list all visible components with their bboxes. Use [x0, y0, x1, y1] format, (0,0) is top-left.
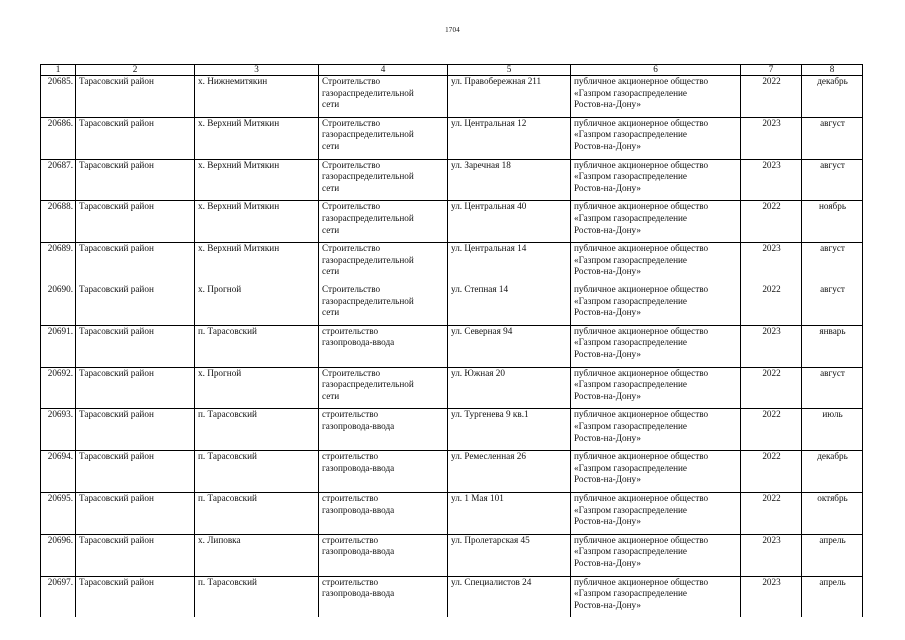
work-line: сети	[322, 182, 340, 193]
column-header-2: 2	[76, 65, 195, 76]
operator-line: «Газпром газораспределение	[574, 87, 687, 98]
operator-cell	[571, 76, 741, 118]
address-cell: ул. Центральная 40	[448, 201, 571, 243]
address-cell: ул. Пролетарская 45	[448, 534, 571, 576]
table-row	[41, 451, 863, 493]
month-cell: декабрь	[802, 76, 863, 118]
work-type-cell	[319, 117, 448, 159]
operator-line: публичное акционерное общество	[574, 325, 709, 336]
work-line: газопровода-ввода	[322, 504, 395, 515]
district-cell: Тарасовский район	[76, 243, 195, 284]
month-cell: декабрь	[802, 451, 863, 493]
operator-cell	[571, 409, 741, 451]
district-cell: Тарасовский район	[76, 409, 195, 451]
work-line: газораспределительной	[322, 87, 414, 98]
year-cell: 2023	[741, 243, 802, 284]
table-row	[41, 117, 863, 159]
column-header-7: 7	[741, 65, 802, 76]
year-cell: 2023	[741, 576, 802, 617]
work-line: Строительство	[322, 76, 381, 86]
operator-line: «Газпром газораспределение	[574, 504, 687, 515]
operator-line: публичное акционерное общество	[574, 534, 709, 545]
operator-line: Ростов-на-Дону»	[574, 599, 641, 610]
operator-cell	[571, 576, 741, 617]
operator-line: Ростов-на-Дону»	[574, 348, 641, 359]
column-header-3: 3	[195, 65, 319, 76]
locality-cell: п. Тарасовский	[195, 451, 319, 493]
work-line: Строительство	[322, 243, 381, 254]
operator-line: публичное акционерное общество	[574, 159, 709, 170]
operator-cell	[571, 451, 741, 493]
operator-line: Ростов-на-Дону»	[574, 516, 641, 527]
row-number: 20694.	[41, 451, 76, 493]
row-number: 20689.	[41, 243, 76, 284]
table-row	[41, 201, 863, 243]
row-number: 20691.	[41, 325, 76, 367]
page-number: 1704	[445, 26, 460, 34]
operator-line: «Газпром газораспределение	[574, 462, 687, 473]
district-cell: Тарасовский район	[76, 325, 195, 367]
month-cell: август	[802, 243, 863, 284]
locality-cell: х. Верхний Митякин	[195, 243, 319, 284]
work-line: строительство	[322, 451, 379, 462]
operator-line: публичное акционерное общество	[574, 576, 709, 587]
operator-line: Ростов-на-Дону»	[574, 390, 641, 401]
address-cell: ул. Центральная 12	[448, 117, 571, 159]
work-line: строительство	[322, 534, 379, 545]
operator-line: публичное акционерное общество	[574, 367, 709, 378]
work-line: газораспределительной	[322, 295, 414, 306]
work-line: строительство	[322, 325, 379, 336]
work-line: газопровода-ввода	[322, 462, 395, 473]
locality-cell: п. Тарасовский	[195, 325, 319, 367]
work-type-cell	[319, 325, 448, 367]
table-row	[41, 576, 863, 617]
operator-line: публичное акционерное общество	[574, 451, 709, 462]
month-cell: август	[802, 117, 863, 159]
month-cell: ноябрь	[802, 201, 863, 243]
work-line: Строительство	[322, 283, 381, 294]
table-row	[41, 409, 863, 451]
month-cell: август	[802, 284, 863, 325]
operator-line: публичное акционерное общество	[574, 76, 709, 86]
work-line: строительство	[322, 576, 379, 587]
locality-cell: п. Тарасовский	[195, 576, 319, 617]
district-cell: Тарасовский район	[76, 492, 195, 534]
locality-cell: х. Прогной	[195, 367, 319, 409]
work-line: сети	[322, 266, 340, 277]
locality-cell: х. Верхний Митякин	[195, 159, 319, 201]
month-cell: январь	[802, 325, 863, 367]
operator-line: «Газпром газораспределение	[574, 254, 687, 265]
row-number: 20685.	[41, 76, 76, 118]
address-cell: ул. Специалистов 24	[448, 576, 571, 617]
year-cell: 2022	[741, 409, 802, 451]
operator-line: Ростов-на-Дону»	[574, 557, 641, 568]
month-cell: октябрь	[802, 492, 863, 534]
operator-line: «Газпром газораспределение	[574, 295, 687, 306]
address-cell: ул. Северная 94	[448, 325, 571, 367]
year-cell: 2022	[741, 201, 802, 243]
column-header-8: 8	[802, 65, 863, 76]
month-cell: август	[802, 159, 863, 201]
row-number: 20690.	[41, 284, 76, 325]
year-cell: 2023	[741, 159, 802, 201]
work-type-cell	[319, 201, 448, 243]
work-line: газопровода-ввода	[322, 546, 395, 557]
address-cell: ул. Южная 20	[448, 367, 571, 409]
work-type-cell	[319, 159, 448, 201]
work-line: сети	[322, 390, 340, 401]
operator-line: «Газпром газораспределение	[574, 212, 687, 223]
work-line: газораспределительной	[322, 254, 414, 265]
table-row	[41, 325, 863, 367]
operator-line: публичное акционерное общество	[574, 201, 709, 212]
work-line: строительство	[322, 409, 379, 420]
operator-line: «Газпром газораспределение	[574, 546, 687, 557]
work-type-cell	[319, 284, 448, 325]
year-cell: 2022	[741, 76, 802, 118]
row-number: 20687.	[41, 159, 76, 201]
table-row	[41, 492, 863, 534]
work-line: Строительство	[322, 117, 381, 128]
year-cell: 2022	[741, 367, 802, 409]
month-cell: август	[802, 367, 863, 409]
work-type-cell	[319, 451, 448, 493]
operator-line: Ростов-на-Дону»	[574, 474, 641, 485]
locality-cell: х. Нижнемитякин	[195, 76, 319, 118]
district-cell: Тарасовский район	[76, 367, 195, 409]
table-row	[41, 243, 863, 284]
operator-cell	[571, 159, 741, 201]
row-number: 20697.	[41, 576, 76, 617]
table-row	[41, 367, 863, 409]
year-cell: 2022	[741, 492, 802, 534]
district-cell: Тарасовский район	[76, 284, 195, 325]
operator-cell	[571, 534, 741, 576]
operator-cell	[571, 117, 741, 159]
work-type-cell	[319, 534, 448, 576]
data-table	[40, 64, 863, 617]
address-cell: ул. Тургенева 9 кв.1	[448, 409, 571, 451]
operator-line: Ростов-на-Дону»	[574, 99, 641, 110]
work-line: газопровода-ввода	[322, 420, 395, 431]
operator-line: Ростов-на-Дону»	[574, 266, 641, 277]
work-line: строительство	[322, 492, 379, 503]
work-line: газопровода-ввода	[322, 337, 395, 348]
district-cell: Тарасовский район	[76, 117, 195, 159]
row-number: 20692.	[41, 367, 76, 409]
address-cell: ул. Степная 14	[448, 284, 571, 325]
district-cell: Тарасовский район	[76, 534, 195, 576]
table-row	[41, 159, 863, 201]
year-cell: 2023	[741, 117, 802, 159]
locality-cell: х. Липовка	[195, 534, 319, 576]
address-cell: ул. 1 Мая 101	[448, 492, 571, 534]
column-header-1: 1	[41, 65, 76, 76]
month-cell: июль	[802, 409, 863, 451]
header-row	[41, 65, 863, 76]
table-row	[41, 284, 863, 325]
year-cell: 2023	[741, 534, 802, 576]
year-cell: 2022	[741, 284, 802, 325]
work-line: газораспределительной	[322, 379, 414, 390]
operator-line: публичное акционерное общество	[574, 492, 709, 503]
operator-line: Ростов-на-Дону»	[574, 432, 641, 443]
operator-cell	[571, 201, 741, 243]
work-type-cell	[319, 367, 448, 409]
locality-cell: х. Прогной	[195, 284, 319, 325]
locality-cell: х. Верхний Митякин	[195, 201, 319, 243]
operator-line: Ростов-на-Дону»	[574, 140, 641, 151]
month-cell: апрель	[802, 576, 863, 617]
work-line: сети	[322, 307, 340, 318]
operator-line: «Газпром газораспределение	[574, 129, 687, 140]
operator-line: «Газпром газораспределение	[574, 588, 687, 599]
month-cell: апрель	[802, 534, 863, 576]
work-line: газораспределительной	[322, 129, 414, 140]
year-cell: 2022	[741, 451, 802, 493]
operator-line: публичное акционерное общество	[574, 409, 709, 420]
work-type-cell	[319, 76, 448, 118]
work-type-cell	[319, 409, 448, 451]
operator-cell	[571, 284, 741, 325]
work-line: газопровода-ввода	[322, 588, 395, 599]
row-number: 20688.	[41, 201, 76, 243]
operator-line: публичное акционерное общество	[574, 283, 709, 294]
district-cell: Тарасовский район	[76, 201, 195, 243]
operator-cell	[571, 492, 741, 534]
operator-line: «Газпром газораспределение	[574, 171, 687, 182]
district-cell: Тарасовский район	[76, 451, 195, 493]
operator-line: Ростов-на-Дону»	[574, 224, 641, 235]
table-row	[41, 534, 863, 576]
row-number: 20696.	[41, 534, 76, 576]
work-type-cell	[319, 492, 448, 534]
locality-cell: х. Верхний Митякин	[195, 117, 319, 159]
district-cell: Тарасовский район	[76, 76, 195, 118]
address-cell: ул. Центральная 14	[448, 243, 571, 284]
column-header-4: 4	[319, 65, 448, 76]
table-body	[41, 76, 863, 618]
row-number: 20686.	[41, 117, 76, 159]
operator-line: Ростов-на-Дону»	[574, 307, 641, 318]
column-header-5: 5	[448, 65, 571, 76]
operator-line: «Газпром газораспределение	[574, 379, 687, 390]
operator-line: Ростов-на-Дону»	[574, 182, 641, 193]
row-number: 20693.	[41, 409, 76, 451]
address-cell: ул. Ремесленная 26	[448, 451, 571, 493]
operator-line: публичное акционерное общество	[574, 243, 709, 254]
district-cell: Тарасовский район	[76, 159, 195, 201]
operator-cell	[571, 367, 741, 409]
row-number: 20695.	[41, 492, 76, 534]
table-row	[41, 76, 863, 118]
work-line: сети	[322, 224, 340, 235]
work-line: Строительство	[322, 159, 381, 170]
operator-cell	[571, 243, 741, 284]
address-cell: ул. Заречная 18	[448, 159, 571, 201]
work-line: Строительство	[322, 367, 381, 378]
work-line: газораспределительной	[322, 171, 414, 182]
address-cell: ул. Правобережная 211	[448, 76, 571, 118]
work-line: сети	[322, 140, 340, 151]
locality-cell: п. Тарасовский	[195, 409, 319, 451]
operator-line: «Газпром газораспределение	[574, 420, 687, 431]
work-line: газораспределительной	[322, 212, 414, 223]
operator-cell	[571, 325, 741, 367]
operator-line: публичное акционерное общество	[574, 117, 709, 128]
operator-line: «Газпром газораспределение	[574, 337, 687, 348]
year-cell: 2023	[741, 325, 802, 367]
work-type-cell	[319, 243, 448, 284]
work-line: Строительство	[322, 201, 381, 212]
column-header-6: 6	[571, 65, 741, 76]
work-type-cell	[319, 576, 448, 617]
work-line: сети	[322, 99, 340, 110]
locality-cell: п. Тарасовский	[195, 492, 319, 534]
district-cell: Тарасовский район	[76, 576, 195, 617]
